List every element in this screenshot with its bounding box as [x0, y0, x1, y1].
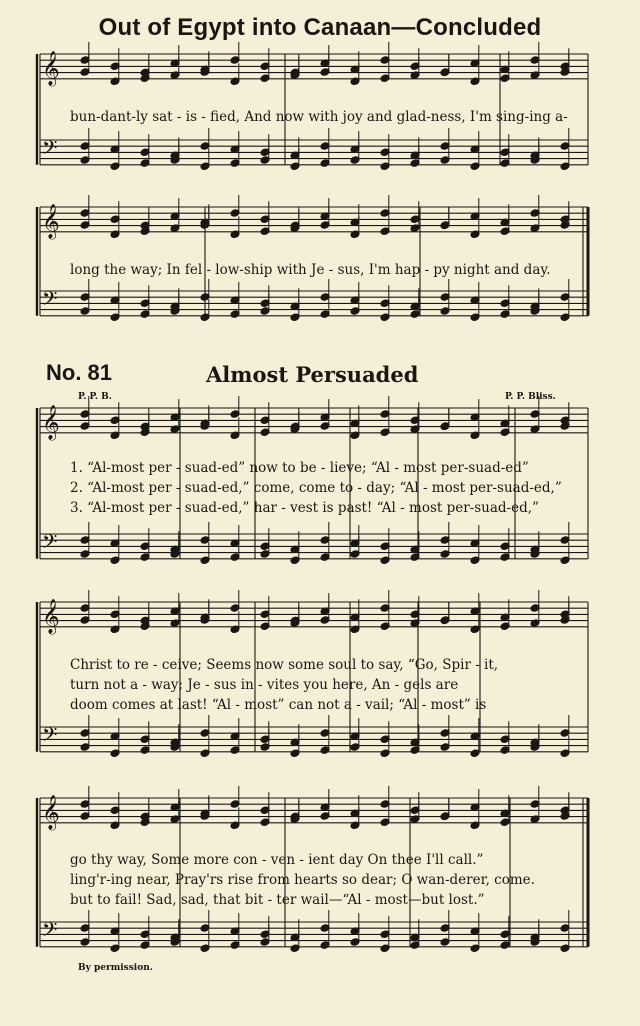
verse-1-line-2: Christ to re - ceive; Seems now some soul to say, “Go, Spir - it,	[70, 657, 499, 673]
svg-text:𝄢: 𝄢	[42, 530, 58, 558]
verse-3-line-1: 3. “Al-most per - suad-ed,” har - vest is past! “Al - most per-suad-ed,”	[70, 500, 539, 516]
svg-text:𝄢: 𝄢	[42, 723, 58, 751]
concluded-title: Out of Egypt into Canaan—Concluded	[98, 14, 542, 41]
permission-note: By permission.	[78, 963, 153, 973]
verse-2-line-2: turn not a - way; Je - sus in - vites you here, An - gels are	[70, 677, 459, 693]
svg-text:𝄢: 𝄢	[42, 287, 58, 315]
concluded-lyrics-line-1: bun-dant-ly sat - is - fied, And now with joy and glad-ness, I'm sing-ing a-	[70, 109, 568, 125]
svg-text:𝄞: 𝄞	[42, 795, 60, 830]
svg-text:𝄞: 𝄞	[42, 204, 60, 239]
verse-2-line-3: ling'r-ing near, Pray'rs rise from hearts so dear; O wan-derer, come.	[70, 872, 535, 888]
svg-text:𝄢: 𝄢	[42, 136, 58, 164]
verse-2-line-1: 2. “Al-most per - suad-ed,” come, come to - day; “Al - most per-suad-ed,”	[70, 480, 562, 496]
svg-text:𝄞: 𝄞	[42, 51, 60, 86]
hymn-number: No. 81	[46, 360, 113, 385]
verse-3-line-2: doom comes at last! “Al - most” can not a - vail; “Al - most” is	[70, 697, 487, 713]
music-credit: P. P. Bliss.	[505, 392, 556, 402]
svg-text:𝄞: 𝄞	[42, 599, 60, 634]
verse-1-line-1: 1. “Al-most per - suad-ed” now to be - lieve; “Al - most per-suad-ed”	[70, 460, 529, 476]
svg-text:𝄞: 𝄞	[42, 405, 60, 440]
verse-3-line-3: but to fail! Sad, sad, that bit - ter wail—“Al - most—but lost.”	[70, 892, 485, 908]
hymn-title: Almost Persuaded	[206, 362, 419, 387]
words-credit: P. P. B.	[78, 392, 112, 402]
svg-text:𝄢: 𝄢	[42, 918, 58, 946]
verse-1-line-3: go thy way, Some more con - ven - ient day On thee I'll call.”	[70, 852, 484, 868]
concluded-lyrics-line-2: long the way; In fel - low-ship with Je - sus, I'm hap - py night and day.	[70, 262, 551, 278]
